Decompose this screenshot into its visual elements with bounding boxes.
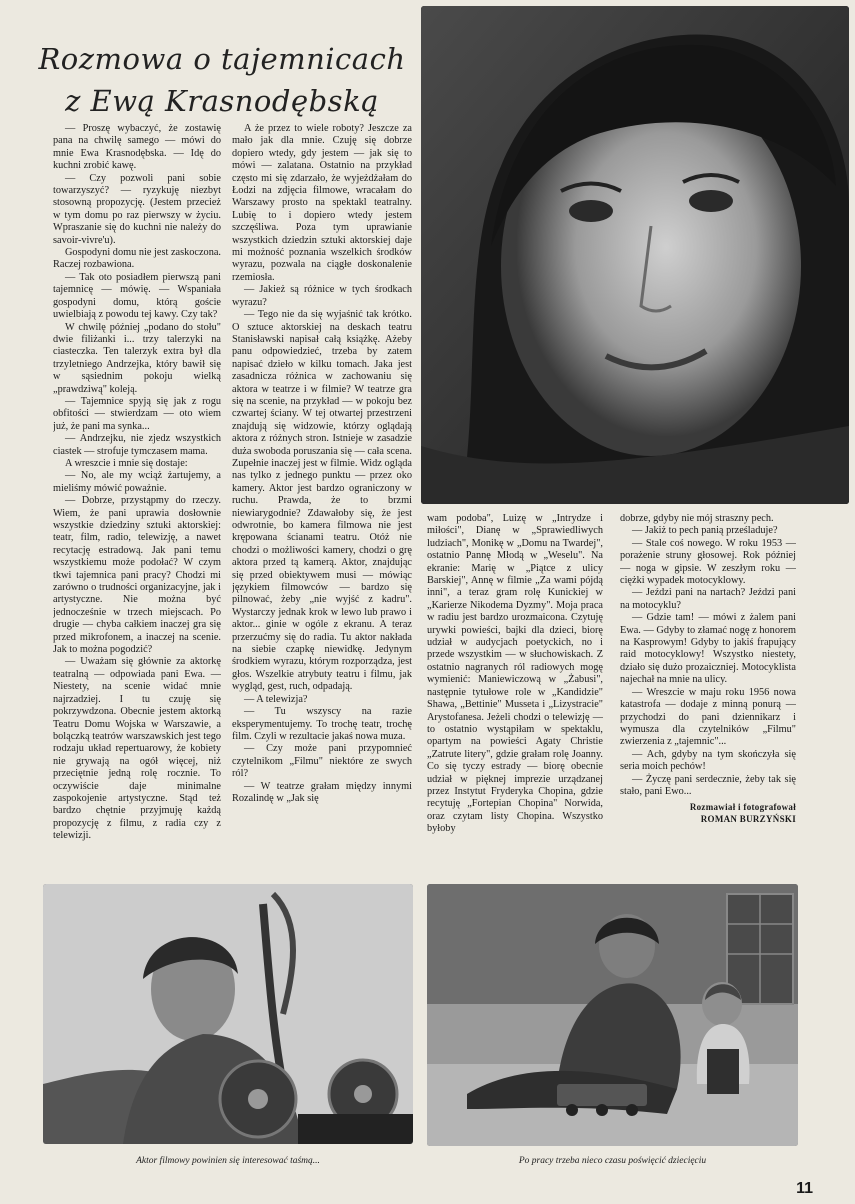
byline-author: ROMAN BURZYŃSKI (700, 814, 796, 825)
paragraph: — W teatrze grałam między innymi Rozalindę w „Jak się (232, 780, 412, 804)
paragraph: — No, ale my wciąż żartujemy, a mieliśmy mówić poważnie. (53, 470, 221, 494)
paragraph: — Ach, gdyby na tym skończyła się seria moich pechów! (620, 748, 796, 773)
article-title-line-2: z Ewą Krasnodębską (65, 84, 379, 118)
caption-left: Aktor filmowy powinien się interesować taśmą... (136, 1156, 320, 1166)
paragraph: wam podoba", Luizę w „Intrydze i miłości", Dianę w „Sprawiedliwych ludziach", Monikę w „Domu na Twardej", ostatnio Pannę Młodą w „Weselu". Na ekranie: Marię w „Piątce z ulicy Barskiej", Annę w filmie „Za wami pójdą inni", a teraz gram rolę Kunickiej w „Karierze Nikodema Dyzmy". Moja praca w radiu jest bardzo urozmaicona. Czytuję urywki powieści, bajki dla dzieci, biorę udział w audycjach poetyckich, no i przede wszystkim — w słuchowiskach. Z ostatnio nagranych ról radiowych mogę wymienić: Maniewiczową w „Żabusi", następnie tytułowe role w „Kandidzie" Shawa, „Bettinie" Musseta i „Lizystracie" Arystofanesa. Jeżeli chodzi o telewizję — to ostatnio wystąpiłam w spektaklu, opartym na powieści Agaty Christie „Zatrute litery", gdzie grałam rolę Joanny. Co się tyczy estrady — biorę obecnie udział w pięknej imprezie urządzanej przez Instytut Fryderyka Chopina, gdzie recytuję „Fortepian Chopina" Norwida, oraz czytam listy Chopina. Wszystko byłoby (427, 513, 603, 835)
paragraph: A wreszcie i mnie się dostaje: (65, 457, 188, 469)
paragraph: — Gdzie tam! — mówi z żalem pani Ewa. — Gdyby to złamać nogę z honorem na Kasprowym! Gdyby to jakiś frapujący raid motocyklowy! Wszystko niestety, działo się dużo prozaiczniej. Motocyklista najechał na mnie na ulicy. (620, 612, 796, 686)
paragraph: — Życzę pani serdecznie, żeby tak się stało, pani Ewo... (620, 773, 796, 797)
page-number: 11 (796, 1180, 813, 1197)
paragraph: — Czy może pani przypomnieć czytelnikom „Filmu" niektóre ze swych ról? (232, 743, 412, 780)
paragraph: A że przez to wiele roboty? Jeszcze za mało jak dla mnie. Czuję się dobrze dopiero wtedy, gdy jestem — jak się to mówi — zalatana. Ostatnio na przykład często mi się zdarzało, że wyjeżdżałam do Łodzi na zdjęcia filmowe, wracałam do Warszawy prosto na spektakl teatralny. Lubię to i dopiero wtedy jestem szczęśliwa. Poza tym uprawianie wszystkich dziedzin sztuki aktorskiej daje mi możność poznania wszelkich środków wyrazu, pozwala na ciągłe doskonalenie rzemiosła. (232, 123, 412, 283)
paragraph: — Tu wszyscy na razie eksperymentujemy. To trochę teatr, trochę film. Czyli w rezultacie jakaś nowa muza. (232, 706, 412, 742)
paragraph: — Andrzejku, nie zjedz wszystkich ciastek — strofuje tymczasem mama. (53, 433, 221, 457)
paragraph: — A telewizja? (244, 693, 308, 705)
paragraph: — Dobrze, przystąpmy do rzeczy. Wiem, że pani uprawia dosłownie wszystkie dziedziny sztuki aktorskiej: teatr, film, radio, telewizję, a nawet recytację estradową. Jak pani temu wszystkiemu może podołać? W czym tkwi tajemnica pani pracy? Chodzi mi zarówno o trudności organizacyjne, jak i artystyczne. Nie można być jednocześnie w trzech miejscach. Po drugie — chyba całkiem inaczej gra się przed mikrofonem, a inaczej na scenie. Jak to można pogodzić? (53, 495, 221, 656)
paragraph: W chwilę później „podano do stołu" dwie filiżanki i... trzy talerzyki na ciasteczka. Ten talerzyk extra był dla trzyletniego Andrzejka, który bawił się w sąsiednim pokoju wielką „prawdziwą" koleją. (53, 321, 221, 395)
article-title-line-1: Rozmowa o tajemnicach (38, 42, 406, 76)
paragraph: — Jeździ pani na nartach? Jeździ pani na motocyklu? (620, 587, 796, 611)
byline-credit: Rozmawiał i fotografował (689, 802, 796, 813)
article-title (28, 38, 416, 122)
paragraph: — Jakiż to pech panią prześladuje? (632, 525, 778, 537)
paragraph: — Jakież są różnice w tych środkach wyrazu? (232, 284, 412, 308)
portrait-photo (421, 6, 849, 504)
paragraph: dobrze, gdyby nie mój straszny pech. (620, 513, 774, 524)
paragraph: — Tak oto posiadłem pierwszą pani tajemnicę — mówię. — Wspaniała gospodyni domu, którą goście uwielbiają z powodu tej kawy. Czy tak? (53, 271, 221, 321)
paragraph: — Uważam się głównie za aktorkę teatralną — odpowiada pani Ewa. — Niestety, na scenie widać mnie najrzadziej. I tu czuję się pokrzywdzona. Obecnie jestem aktorką Teatru Domu Wojska w Warszawie, a bolączką teatrów warszawskich jest tego rodzaju układ repertuarowy, że kobiety nie grywają na ogół więcej, niż przeciętnie jedną rolę rocznie. To oczywiście daje minimalne zaspokojenie artystyczne. Stąd też bardzo chętnie przyjmuję każdą propozycję z filmu, z radia czy z telewizji. (53, 656, 221, 842)
photo-mother-child (427, 884, 798, 1146)
text-column-3 (427, 513, 603, 870)
paragraph: — Tego nie da się wyjaśnić tak krótko. O sztuce aktorskiej na deskach teatru Stanisławski napisał całą książkę. Ażeby panu odpowiedzieć, trzeba by zatem napisać dzieło w kilku tomach. Jaka jest zasadnicza różnica w zachowaniu się aktora w teatrze i w filmie? W teatrze gra się na scenie, na przykład — w pokoju bez czwartej ściany. W tej otwartej przestrzeni znajdują się widzowie, którzy oglądają aktora z różnych stron. Istnieje w zasadzie duża swoboda poruszania się — cała scena. Zupełnie inaczej jest w filmie. Widz ogląda nas tylko z jednego punktu — przez oko kamery. Aktor jest bardzo ograniczony w ruchu. Prawda, że to brzmi niewiarygodnie? Zdawałoby się, że jest odwrotnie, bo kamera filmowa nie jest krępowana ścianami teatru. Otóż nie chodzi o możliwości kamery, chodzi o grę aktora przed tą kamerą. Aktor, znajdując się przed obiektywem musi — mówiąc językiem filmowców — bardzo się pilnować, żeby „nie wyjść z kadru". Wystarczy jednak krok w lewo lub prawo i aktor... ginie w ogóle z ekranu. A teraz przerzućmy się do radia. Tu aktor nakłada na siebie czapkę niewidkę. Jedynym środkiem wyrazu, którym rozporządza, jest głos. Wszelkie atrybuty teatru i filmu, jak wygląd, gest, ruch, odpadają. (232, 309, 412, 693)
text-column-2 (232, 123, 412, 870)
paragraph: — Proszę wybaczyć, że zostawię pana na chwilę samego — mówi do mnie Ewa Krasnodębska. — Idę do kuchni zrobić kawę. (53, 123, 221, 172)
paragraph: — Czy pozwoli pani sobie towarzyszyć? — ryzykuję niezbyt stosowną propozycję. (Jestem przecież w tym domu po raz pierwszy w życiu. Wpraszanie się do kuchni nie należy do savoir-vivre'u). (53, 172, 221, 246)
photo-film-reel (43, 884, 413, 1144)
paragraph: — Wreszcie w maju roku 1956 nowa katastrofa — dodaje z minną ponurą — przychodzi do pani dziennikarz i wymusza dla czytelników „Filmu" zwierzenia z „tajemnic"... (620, 686, 796, 748)
caption-right: Po pracy trzeba nieco czasu poświęcić dziecięciu (518, 1156, 707, 1166)
paragraph: Gospodyni domu nie jest zaskoczona. Raczej rozbawiona. (53, 247, 221, 271)
text-column-1 (53, 123, 221, 870)
paragraph: — Stale coś nowego. W roku 1953 — porażenie struny głosowej. Rok później — noga w gipsie. W zeszłym roku — ciężki wypadek motocyklowy. (620, 537, 796, 587)
text-column-4 (620, 513, 796, 870)
paragraph: — Tajemnice spyją się jak z rogu obfitości — stwierdzam — oto wiem już, że pani ma synka... (53, 395, 221, 432)
